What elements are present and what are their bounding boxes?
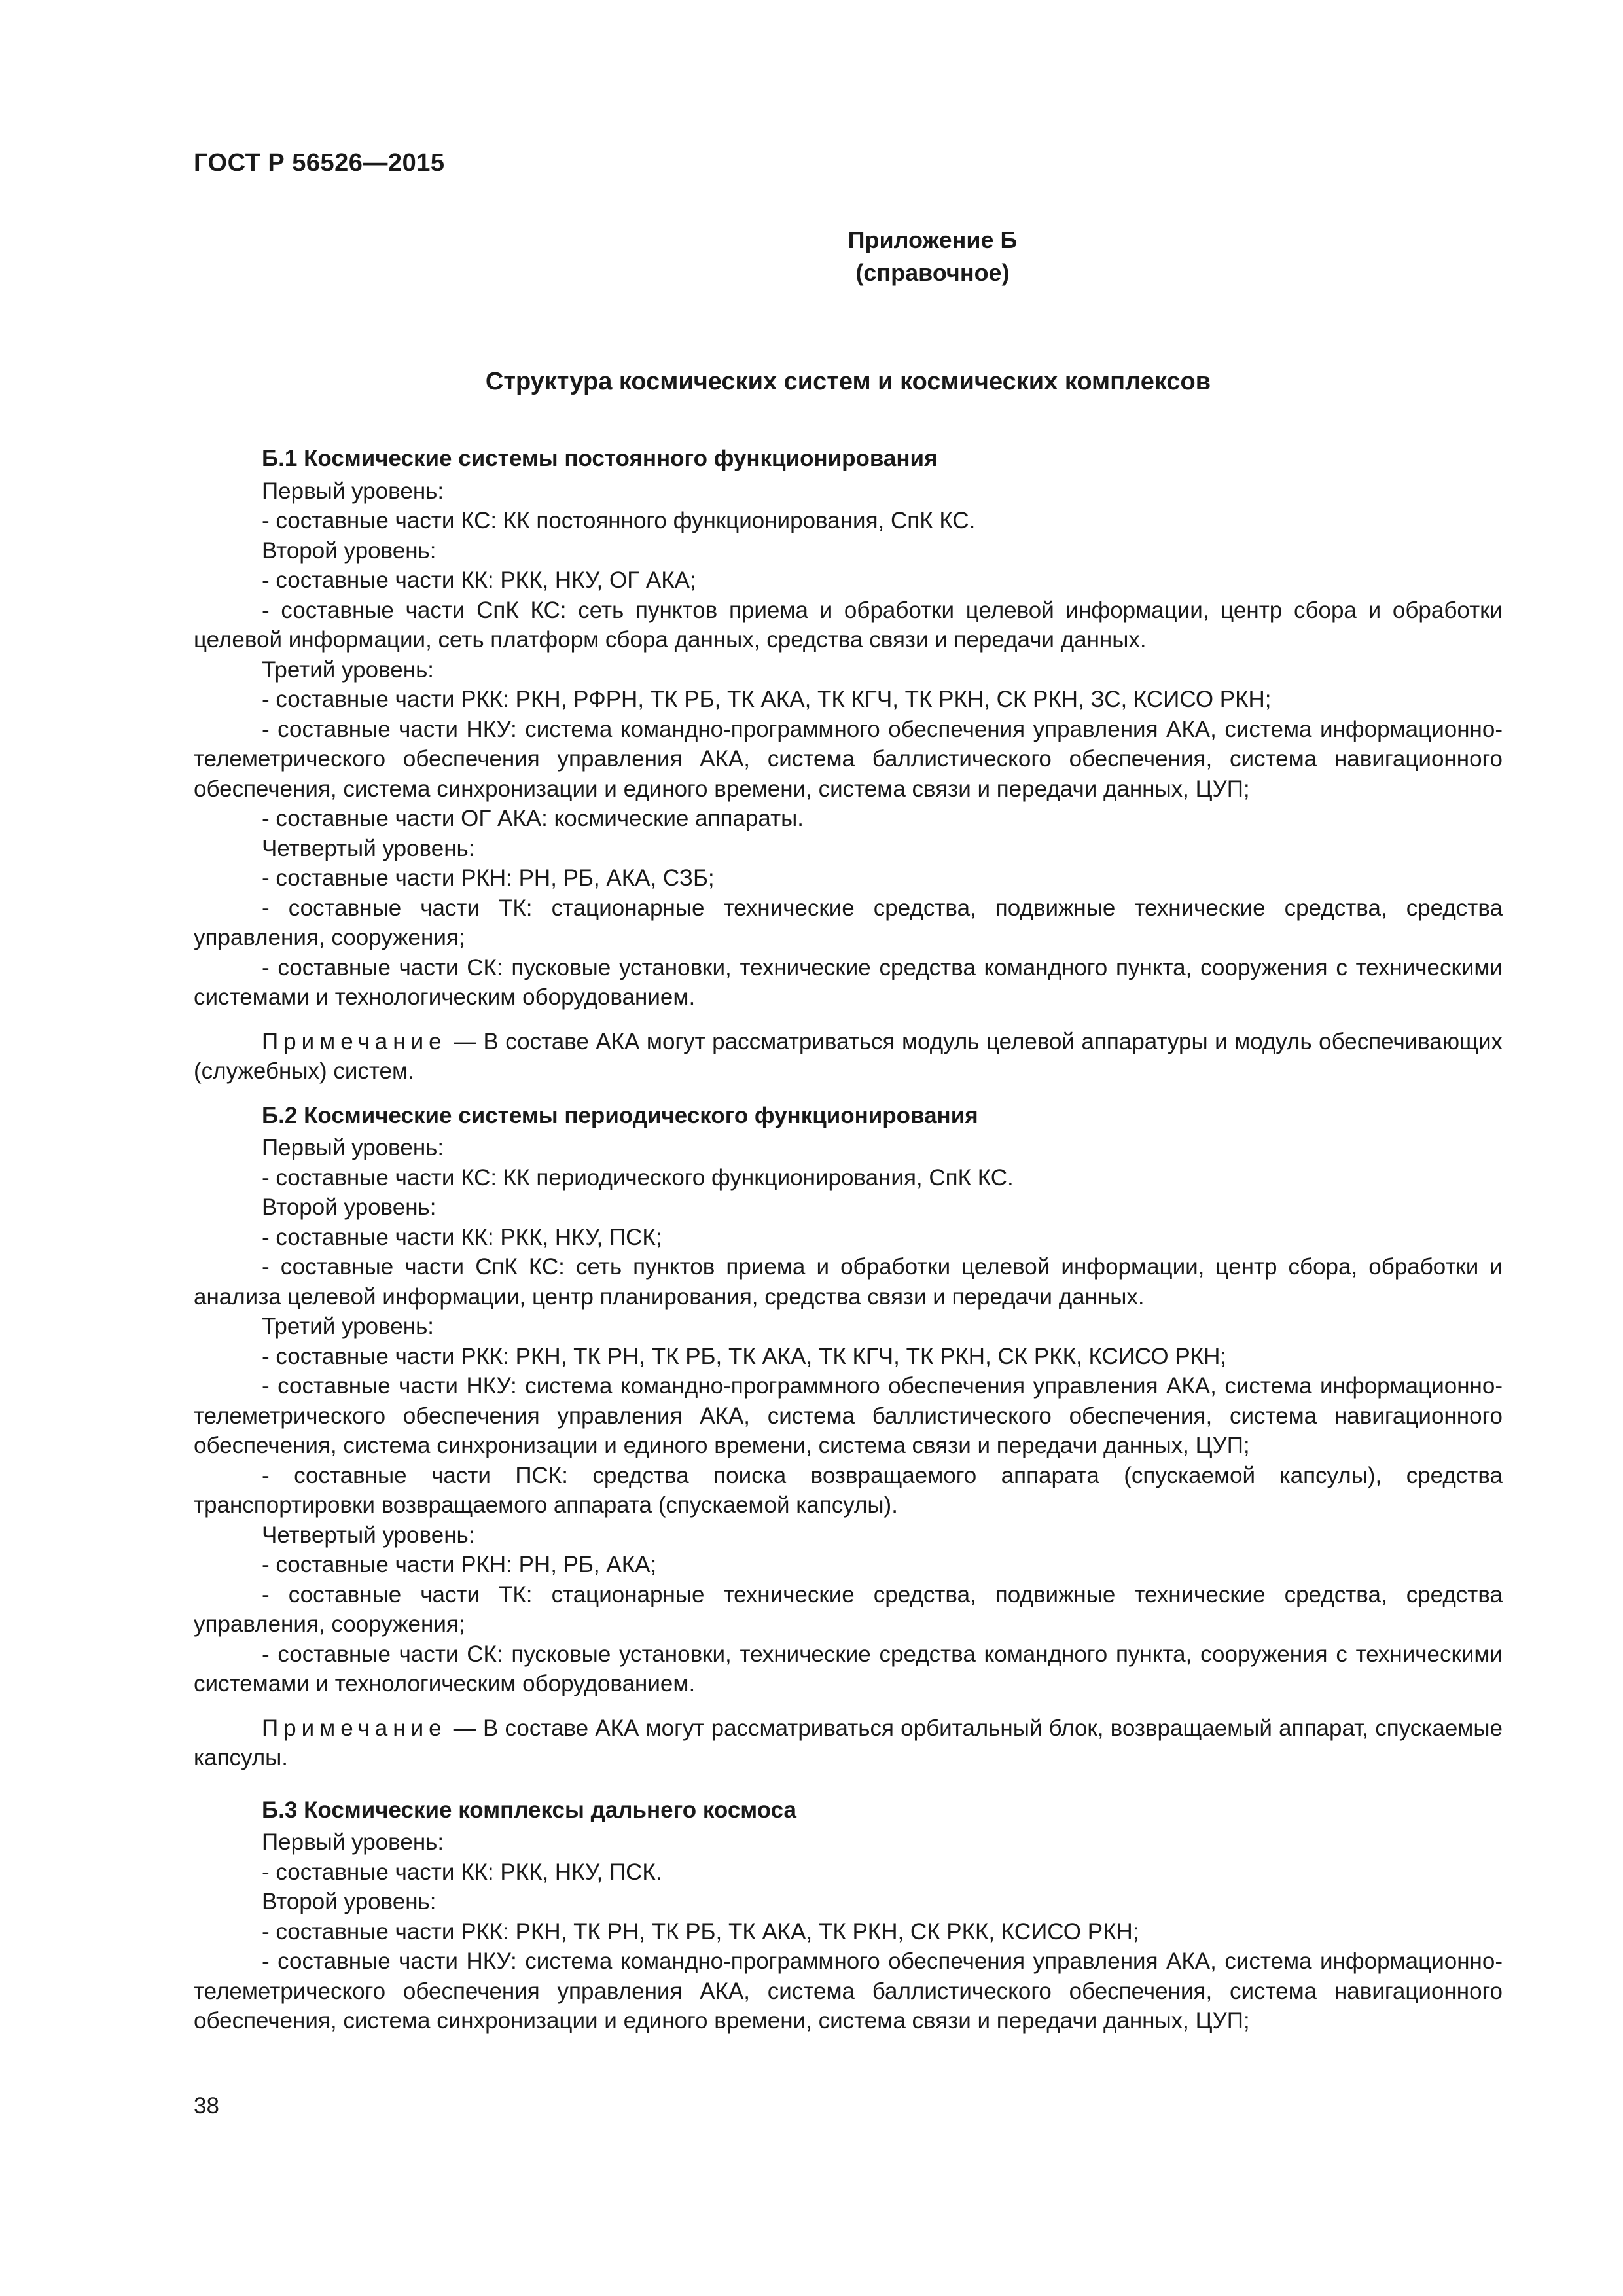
paragraph: - составные части ОГ АКА: космические аппараты. — [262, 806, 804, 831]
paragraph: - составные части НКУ: система командно-программного обеспечения управления АКА, система информационно-телеметрического обеспечения управления АКА, система баллистического обеспечения, система навигационного обеспечения, система синхронизации и единого времени, система связи и передачи данных, ЦУП; — [194, 1373, 1503, 1458]
paragraph: - составные части РКН: РН, РБ, АКА; — [262, 1552, 657, 1577]
paragraph: - составные части ТК: стационарные технические средства, подвижные технические средства, средства управления, сооружения; — [194, 895, 1503, 950]
paragraph: - составные части КК: РКК, НКУ, ОГ АКА; — [262, 567, 696, 593]
note — [194, 1027, 1503, 1086]
paragraph: Первый уровень: — [262, 478, 444, 504]
paragraph: - составные части СК: пусковые установки, технические средства командного пункта, сооружения с техническими системами и технологическим оборудованием. — [194, 1641, 1503, 1696]
paragraph: - составные части КС: КК периодического функционирования, СпК КС. — [262, 1164, 1014, 1191]
paragraph: - составные части РКК: РКН, ТК РН, ТК РБ, ТК АКА, ТК КГЧ, ТК РКН, СК РКК, КСИСО РКН; — [262, 1343, 1227, 1369]
paragraph: - составные части СпК КС: сеть пунктов приема и обработки целевой информации, центр сбора и обработки целевой информации, сеть платформ сбора данных, средства связи и передачи данных. — [194, 597, 1503, 653]
paragraph: Четвертый уровень: — [262, 835, 475, 861]
paragraph: Первый уровень: — [262, 1135, 444, 1160]
document-code: ГОСТ Р 56526—2015 — [194, 149, 445, 177]
paragraph: Четвертый уровень: — [262, 1522, 475, 1548]
paragraph: - составные части РКК: РКН, ТК РН, ТК РБ, ТК АКА, ТК РКН, СК РКК, КСИСО РКН; — [262, 1918, 1139, 1945]
paragraph: - составные части РКК: РКН, РФРН, ТК РБ, ТК АКА, ТК КГЧ, ТК РКН, СК РКН, ЗС, КСИСО РКН; — [262, 687, 1272, 712]
section-heading: Б.3 Космические комплексы дальнего космоса — [262, 1797, 797, 1823]
paragraph: - составные части КС: КК постоянного функционирования, СпК КС. — [262, 508, 976, 533]
paragraph: - составные части РКН: РН, РБ, АКА, СЗБ; — [262, 865, 715, 891]
section-b2 — [194, 1101, 1503, 1773]
section-heading: Б.2 Космические системы периодического функционирования — [262, 1102, 978, 1128]
spacer — [194, 1013, 1503, 1027]
note-label: Примечание — [262, 1715, 447, 1741]
appendix-label: Приложение Б — [847, 226, 1018, 253]
section-heading: Б.1 Космические системы постоянного функционирования — [262, 446, 938, 471]
spacer — [194, 1699, 1503, 1713]
paragraph: - составные части СК: пусковые установки, технические средства командного пункта, сооружения с техническими системами и технологическим оборудованием. — [194, 954, 1503, 1010]
note-text: — В составе АКА могут рассматриваться модуль целевой аппаратуры и модуль обеспечивающих (служебных) систем. — [194, 1028, 1503, 1084]
paragraph: Первый уровень: — [262, 1829, 444, 1855]
paragraph: Третий уровень: — [262, 656, 435, 683]
paragraph: - составные части КК: РКК, НКУ, ПСК. — [262, 1859, 662, 1885]
paragraph: - составные части ПСК: средства поиска возвращаемого аппарата (спускаемой капсулы), средства транспортировки возвращаемого аппарата (спускаемой капсулы). — [194, 1462, 1503, 1518]
paragraph: - составные части ТК: стационарные технические средства, подвижные технические средства, средства управления, сооружения; — [194, 1581, 1503, 1637]
page-number: 38 — [194, 2093, 219, 2119]
paragraph: Второй уровень: — [262, 537, 437, 564]
section-b1 — [194, 444, 1503, 1086]
document-title: Структура космических систем и космических комплексов — [485, 368, 1211, 395]
paragraph: Третий уровень: — [262, 1314, 435, 1339]
paragraph: - составные части НКУ: система командно-программного обеспечения управления АКА, система информационно-телеметрического обеспечения управления АКА, система баллистического обеспечения, система навигационного обеспечения, система синхронизации и единого времени, система связи и передачи данных, ЦУП; — [194, 716, 1503, 802]
note-label: Примечание — [262, 1028, 447, 1054]
paragraph: - составные части КК: РКК, НКУ, ПСК; — [262, 1224, 662, 1250]
note — [194, 1713, 1503, 1773]
appendix-type: (справочное) — [855, 259, 1010, 286]
paragraph: - составные части НКУ: система командно-программного обеспечения управления АКА, система информационно-телеметрического обеспечения управления АКА, система баллистического обеспечения, система навигационного обеспечения, система синхронизации и единого времени, система связи и передачи данных, ЦУП; — [194, 1948, 1503, 2034]
section-b3 — [194, 1795, 1503, 2036]
document-body — [194, 444, 1503, 2036]
appendix-heading — [0, 224, 1623, 289]
spacer — [194, 1086, 1503, 1101]
paragraph: - составные части СпК КС: сеть пунктов приема и обработки целевой информации, центр сбора, обработки и анализа целевой информации, центр планирования, средства связи и передачи данных. — [194, 1254, 1503, 1310]
paragraph: Второй уровень: — [262, 1194, 437, 1220]
note-text: — В составе АКА могут рассматриваться орбитальный блок, возвращаемый аппарат, спускаемые капсулы. — [194, 1715, 1503, 1770]
spacer — [194, 1773, 1503, 1795]
paragraph: Второй уровень: — [262, 1889, 437, 1914]
